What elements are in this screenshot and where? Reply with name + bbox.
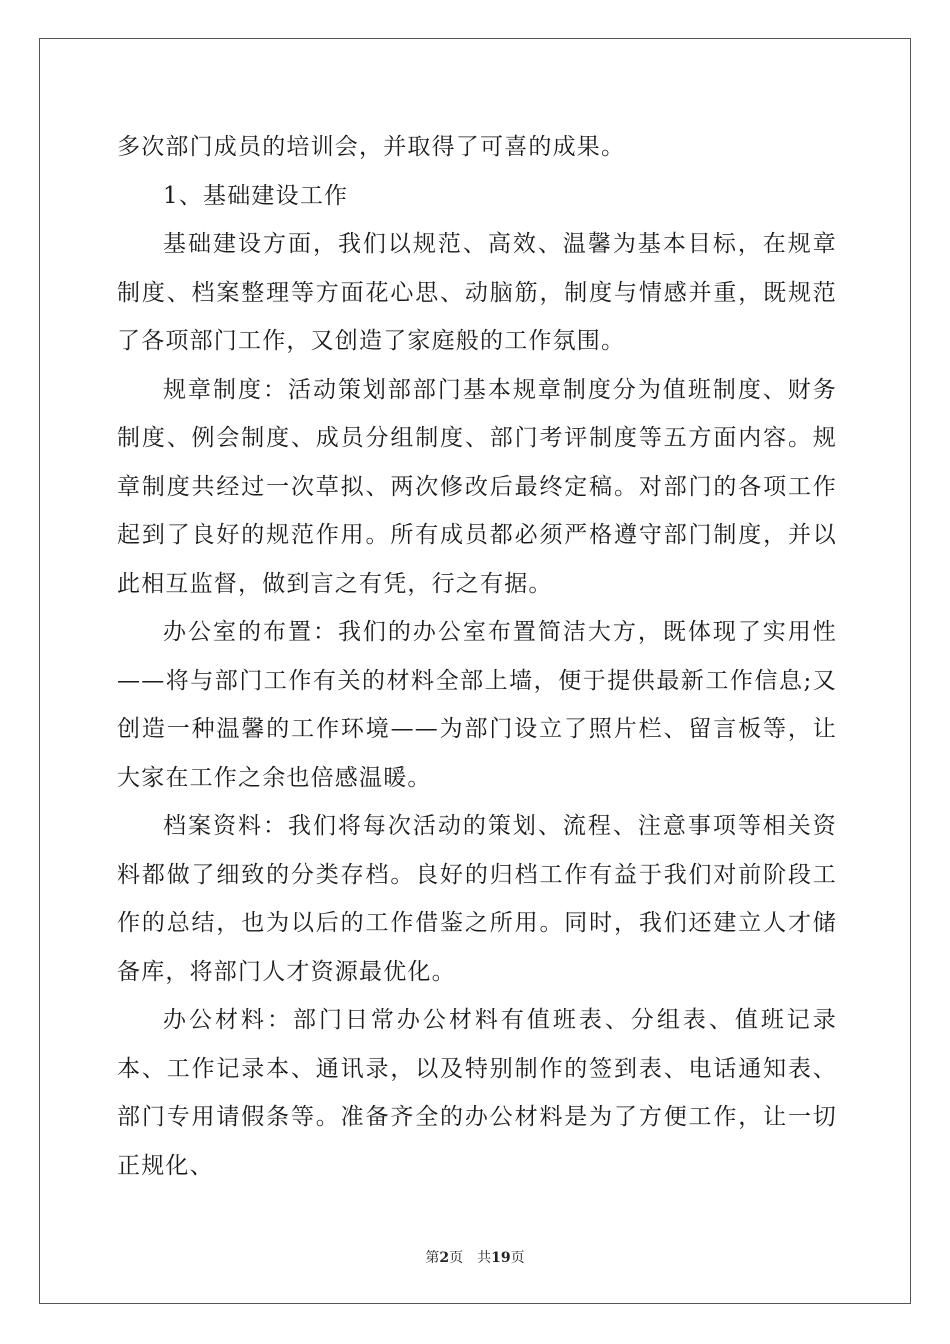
paragraph-rules: 规章制度：活动策划部部门基本规章制度分为值班制度、财务制度、例会制度、成员分组制度、部门考评制度等五方面内容。规章制度共经过一次草拟、两次修改后最终定稿。对部门的各项工作起到了良好的规范作用。所有成员都必须严格遵守部门制度，并以此相互监督，做到言之有凭，行之有据。 bbox=[117, 376, 837, 597]
page-suffix: 页 bbox=[449, 1250, 464, 1266]
paragraph-continuation: 多次部门成员的培训会，并取得了可喜的成果。 bbox=[117, 134, 626, 160]
page-total: 19 bbox=[491, 1250, 511, 1266]
paragraph-archives: 档案资料：我们将每次活动的策划、流程、注意事项等相关资料都做了细致的分类存档。良好的归档工作有益于我们对前阶段工作的总结，也为以后的工作借鉴之所用。同时，我们还建立人才储备库，将部门人才资源最优化。 bbox=[117, 813, 837, 985]
document-body bbox=[117, 123, 837, 1190]
paragraph-office-materials: 办公材料：部门日常办公材料有值班表、分组表、值班记录本、工作记录本、通讯录，以及特别制作的签到表、电话通知表、部门专用请假条等。准备齐全的办公材料是为了方便工作，让一切正规化、 bbox=[117, 1007, 837, 1179]
total-prefix: 共 bbox=[477, 1250, 492, 1266]
paragraph-infrastructure: 基础建设方面，我们以规范、高效、温馨为基本目标，在规章制度、档案整理等方面花心思、动脑筋，制度与情感并重，既规范了各项部门工作，又创造了家庭般的工作氛围。 bbox=[117, 231, 837, 354]
total-suffix: 页 bbox=[510, 1250, 525, 1266]
paragraph-office-layout: 办公室的布置：我们的办公室布置简洁大方，既体现了实用性——将与部门工作有关的材料全部上墙，便于提供最新工作信息;又创造一种温馨的工作环境——为部门设立了照片栏、留言板等，让大家在工作之余也倍感温暖。 bbox=[117, 619, 837, 791]
page-footer bbox=[0, 1247, 950, 1267]
page-current: 2 bbox=[439, 1250, 450, 1266]
section-heading: 1、基础建设工作 bbox=[163, 182, 349, 209]
page-prefix: 第 bbox=[425, 1250, 440, 1266]
